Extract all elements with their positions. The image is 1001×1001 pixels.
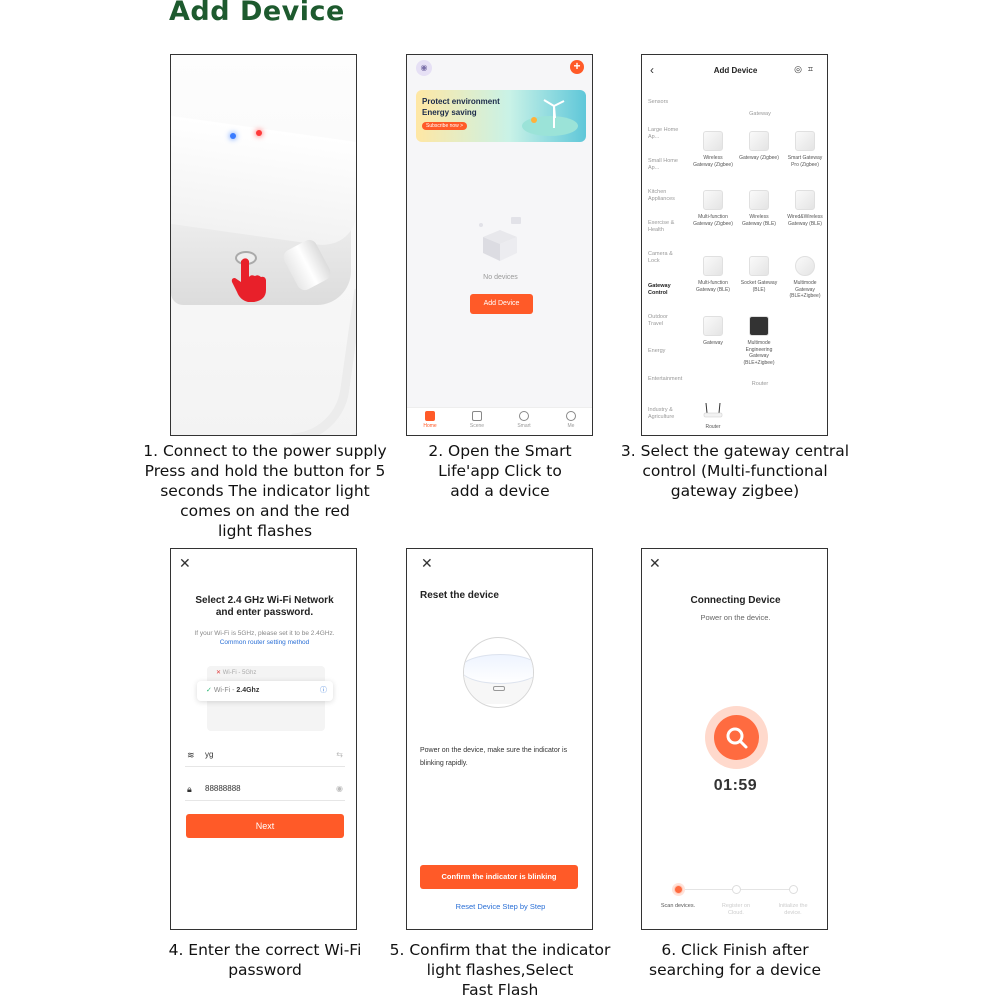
gateway-thumb-icon [795, 256, 815, 276]
close-icon[interactable]: ✕ [179, 555, 191, 571]
wifi-24g-prefix: Wi-Fi - [213, 687, 237, 694]
caption-step5 [378, 940, 622, 1000]
connecting-subtitle: Power on the device. [700, 613, 771, 622]
wifi-title-line: Select 2.4 GHz Wi-Fi Network [195, 595, 334, 606]
tab-label: Smart [517, 423, 531, 429]
smart-life-home-screen [406, 54, 593, 436]
reset-step-link[interactable]: Reset Device Step by Step [455, 902, 546, 911]
device-multimode-gateway[interactable] [785, 256, 825, 300]
smart-icon [519, 411, 529, 421]
device-multimode-engineering-gateway[interactable] [739, 316, 779, 366]
check-icon: ✓ [206, 687, 212, 694]
caption-line: comes on and the red [180, 502, 350, 520]
tab-scene[interactable] [462, 411, 492, 429]
device-wireless-gateway-ble[interactable] [739, 190, 779, 227]
router-thumb-icon [749, 316, 769, 336]
ssid-value: yg [205, 750, 214, 759]
search-animation [705, 706, 768, 769]
device-gateway[interactable] [693, 316, 733, 347]
caption-line: 5. Confirm that the indicator [389, 941, 611, 959]
caption-step6 [610, 940, 860, 980]
category-small-home[interactable]: Small Home Ap... [648, 158, 678, 171]
subscribe-button[interactable]: Subscribe now > [422, 122, 467, 130]
cross-icon: ✕ [216, 670, 222, 676]
category-large-home[interactable]: Large Home Ap... [648, 127, 679, 140]
qr-scan-icon[interactable]: ⌗ [807, 64, 819, 74]
section-router-label: Router [751, 381, 769, 387]
device-router[interactable] [693, 400, 733, 431]
device-wired-wireless-gateway-ble[interactable] [785, 190, 825, 227]
home-avatar-icon[interactable]: ◉ [416, 60, 432, 76]
caption-line: Life'app Click to [438, 462, 562, 480]
banner-line1: Protect environment [422, 97, 500, 106]
caption-step2 [380, 441, 620, 501]
gateway-thumb-icon [703, 131, 723, 151]
password-field[interactable] [185, 777, 345, 801]
step-label-scan: Scan devices. [660, 903, 696, 909]
device-label: Wireless Gateway (BLE) [742, 214, 776, 227]
caption-line: Fast Flash [461, 981, 539, 999]
blue-led-icon [230, 133, 236, 139]
caption-line: password [228, 961, 302, 979]
step-dot-initialize [789, 885, 798, 894]
caption-line: 4. Enter the correct Wi-Fi [168, 941, 362, 959]
device-label: Multimode Gateway (BLE+Zigbee) [789, 280, 821, 299]
caption-line: control (Multi-functional [642, 462, 828, 480]
gateway-thumb-icon [703, 190, 723, 210]
tab-me[interactable] [556, 411, 586, 429]
reset-title: Reset the device [420, 590, 499, 601]
tab-label: Scene [469, 423, 485, 429]
device-gateway-zigbee[interactable] [739, 131, 779, 162]
device-label: Wired&Wireless Gateway (BLE) [787, 214, 823, 227]
category-camera-lock[interactable]: Camera & Lock [648, 251, 673, 264]
connecting-title: Connecting Device [690, 595, 781, 606]
gateway-thumb-icon [749, 190, 769, 210]
step1-photo [170, 54, 357, 436]
step-dot-scan [674, 885, 683, 894]
device-label: Gateway [703, 340, 723, 346]
caption-line: seconds The indicator light [160, 482, 370, 500]
device-label: Socket Gateway (BLE) [740, 280, 778, 293]
wifi-title [171, 595, 357, 619]
caption-line: 3. Select the gateway central [620, 442, 850, 460]
socket-thumb-icon [749, 256, 769, 276]
category-kitchen[interactable]: Kitchen Appliances [648, 189, 675, 202]
device-illustration [463, 637, 534, 708]
wifi-5g-label: Wi-Fi - 5Ghz [222, 670, 257, 676]
page-title: Add Device [169, 0, 345, 27]
wifi-24g-row [197, 681, 333, 701]
caption-line: light flashes,Select [426, 961, 574, 979]
ssid-field[interactable] [185, 743, 345, 767]
wifi-title-line: and enter password. [215, 607, 314, 618]
close-icon[interactable]: ✕ [649, 555, 661, 571]
caption-step1 [140, 441, 390, 541]
section-gateway-label: Gateway [749, 111, 771, 117]
header-actions [794, 64, 819, 75]
back-chevron-icon[interactable]: ‹ [650, 63, 654, 77]
category-gateway-control[interactable]: Gateway Control [648, 283, 671, 296]
device-button-icon [493, 686, 505, 691]
category-exercise[interactable]: Exercise & Health [648, 220, 675, 233]
auto-scan-icon[interactable]: ◎ [794, 64, 808, 74]
gateway-thumb-icon [795, 190, 815, 210]
promo-banner[interactable] [416, 90, 586, 142]
wifi-placeholder-row [207, 704, 325, 718]
me-icon [566, 411, 576, 421]
device-label: Multimode Engineering Gateway (BLE+Zigbee) [743, 340, 775, 366]
wind-turbine-icon [520, 96, 580, 136]
home-icon [425, 411, 435, 421]
search-icon [714, 715, 759, 760]
gateway-thumb-icon [703, 316, 723, 336]
wifi-icon: ≋ [187, 750, 195, 760]
confirm-blinking-button[interactable]: Confirm the indicator is blinking [420, 865, 578, 889]
category-entertainment[interactable]: Entertainment [648, 376, 683, 382]
add-device-screen [641, 54, 828, 436]
device-label: Multi-function Gateway (Zigbee) [693, 214, 733, 227]
red-led-icon [256, 130, 262, 136]
search-core [714, 715, 759, 760]
device-multifunction-gateway-zigbee[interactable] [693, 190, 733, 227]
router-thumb-icon [703, 400, 723, 420]
device-socket-gateway-ble[interactable] [739, 256, 779, 293]
caption-line: 6. Click Finish after [661, 941, 809, 959]
wifi-5g-row [207, 666, 325, 680]
switch-network-icon[interactable]: ⇆ [336, 750, 343, 759]
device-label: Wireless Gateway (Zigbee) [693, 155, 733, 168]
eye-icon[interactable]: ◉ [336, 784, 343, 793]
password-value: 88888888 [205, 784, 241, 793]
caption-line: gateway zigbee) [670, 482, 800, 500]
caption-line: Press and hold the button for 5 [144, 462, 386, 480]
device-label: Gateway (Zigbee) [739, 155, 779, 161]
tab-home[interactable] [415, 411, 445, 429]
tab-smart[interactable] [509, 411, 539, 429]
reset-device-screen [406, 548, 593, 930]
step-label-initialize: Initialize the device. [778, 903, 808, 916]
caption-step4 [140, 940, 390, 980]
gateway-thumb-icon [795, 131, 815, 151]
info-icon: ⓘ [320, 687, 327, 694]
category-outdoor[interactable]: Outdoor Travel [648, 314, 668, 327]
tab-label: Me [567, 423, 575, 429]
caption-step3 [610, 441, 860, 501]
add-device-button[interactable]: Add Device [470, 294, 533, 314]
device-label: Router [705, 424, 721, 430]
banner-line2: Energy saving [422, 108, 477, 117]
caption-line: 2. Open the Smart [428, 442, 572, 460]
step-label-register: Register on Cloud. [721, 903, 751, 916]
router-setting-link[interactable]: Common router setting method [219, 639, 310, 646]
countdown-timer: 01:59 [713, 777, 758, 794]
caption-line: add a device [450, 482, 550, 500]
reset-description: Power on the device, make sure the indicator is blinking rapidly. [420, 747, 568, 767]
close-icon[interactable]: ✕ [421, 555, 433, 571]
empty-box-icon [475, 215, 525, 265]
device-label: Multi-function Gateway (BLE) [696, 280, 730, 293]
gateway-thumb-icon [749, 131, 769, 151]
device-label: Smart Gateway Pro (Zigbee) [787, 155, 823, 168]
add-device-title: Add Device [713, 66, 758, 75]
pointing-hand-icon [229, 257, 269, 303]
device-multifunction-gateway-ble[interactable] [693, 256, 733, 293]
caption-line: searching for a device [649, 961, 821, 979]
scene-icon [472, 411, 482, 421]
gateway-thumb-icon [703, 256, 723, 276]
category-sensors[interactable]: Sensors [648, 99, 669, 105]
device-smart-gateway-pro[interactable] [785, 131, 825, 168]
tab-label: Home [423, 423, 437, 429]
category-energy[interactable]: Energy [648, 348, 666, 354]
caption-line: light flashes [217, 522, 313, 540]
wifi-setup-screen [170, 548, 357, 930]
add-plus-button[interactable]: + [570, 60, 584, 74]
caption-line: 1. Connect to the power supply [143, 442, 387, 460]
lock-icon: 🔒︎ [187, 784, 192, 794]
wifi-24g-label: 2.4Ghz [236, 687, 260, 694]
next-button[interactable]: Next [186, 814, 344, 838]
connecting-device-screen [641, 548, 828, 930]
step-dot-register [732, 885, 741, 894]
bottom-tab-bar [407, 407, 593, 435]
no-devices-text: No devices [483, 274, 518, 281]
device-wireless-gateway-zigbee[interactable] [693, 131, 733, 168]
category-industry[interactable]: Industry & Agriculture [648, 407, 675, 420]
device-top [463, 654, 534, 684]
wifi-hint: If your Wi-Fi is 5GHz, please set it to be 2.4GHz. [194, 630, 335, 637]
